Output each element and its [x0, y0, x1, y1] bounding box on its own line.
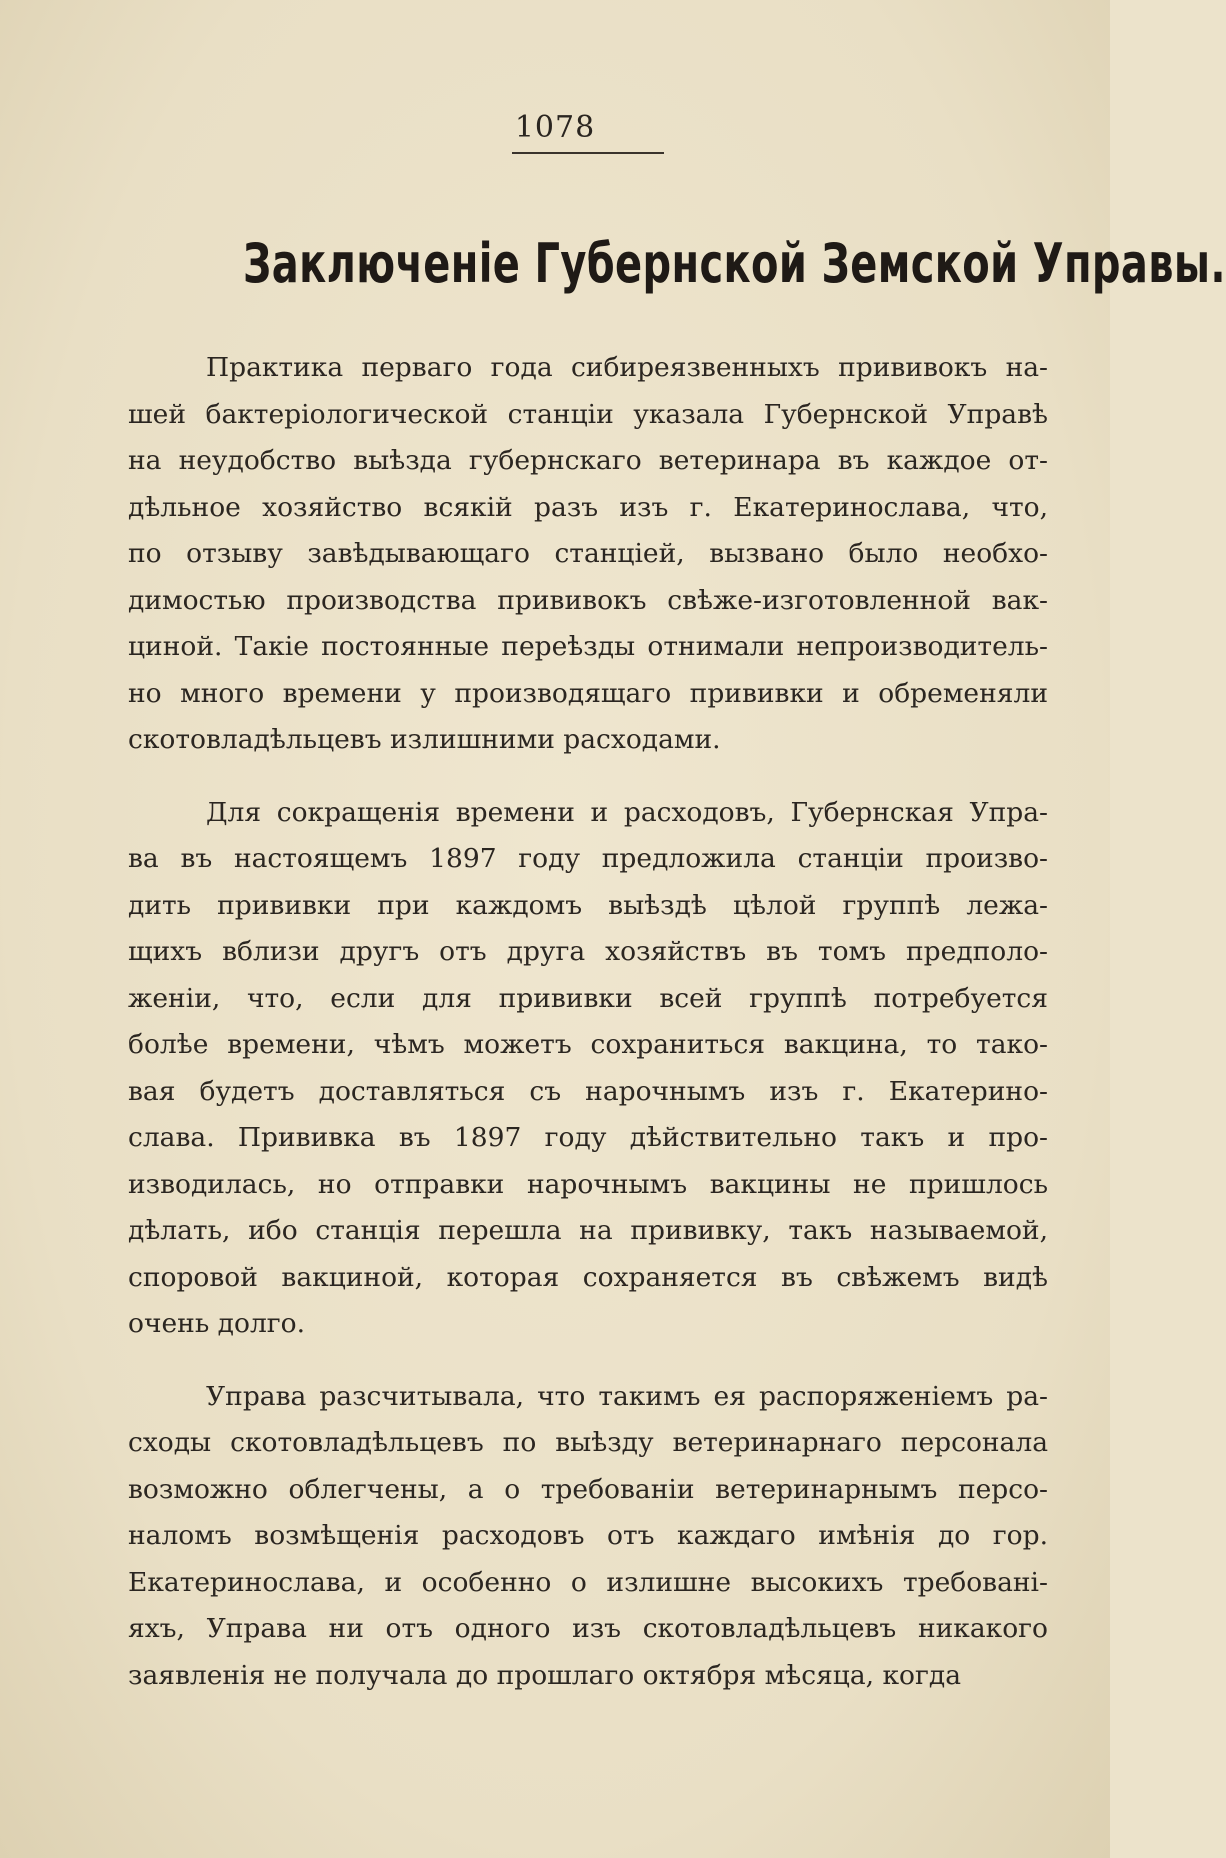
- text-line: Для сокращенiя времени и расходовъ, Губернская Упра-: [206, 796, 1048, 828]
- text-line: Управа разсчитывала, что такимъ ея распоряженiемъ ра-: [206, 1380, 1048, 1412]
- text-line: болѣе времени, чѣмъ можетъ сохраниться вакцина, то тако-: [128, 1029, 1048, 1060]
- text-line: ва въ настоящемъ 1897 году предложила станцiи произво-: [128, 843, 1048, 874]
- text-line: димостью производства прививокъ свѣже-изготовленной вак-: [128, 584, 1048, 616]
- paragraph: [128, 345, 1048, 764]
- text-line: дѣльное хозяйство всякiй разъ изъ г. Екатеринослава, что,: [128, 491, 1048, 523]
- section-title: Заключенiе Губернской Земской Управы.: [243, 232, 1226, 295]
- text-line: наломъ возмѣщенiя расходовъ отъ каждаго имѣнiя до гор.: [128, 1520, 1048, 1551]
- text-line: вая будетъ доставляться съ нарочнымъ изъ г. Екатерино-: [128, 1075, 1048, 1107]
- text-line: щихъ вблизи другъ отъ друга хозяйствъ въ томъ предполо-: [128, 936, 1048, 967]
- text-line: яхъ, Управа ни отъ одного изъ скотовладѣльцевъ никакого: [128, 1613, 1048, 1644]
- text-line: Практика перваго года сибиреязвенныхъ прививокъ на-: [206, 352, 1048, 383]
- text-line: Екатеринослава, и особенно о излишне высокихъ требованi-: [128, 1566, 1048, 1598]
- text-line: слава. Прививка въ 1897 году дѣйствительно такъ и про-: [128, 1122, 1048, 1153]
- text-line: на неудобство выѣзда губернскаго ветеринара въ каждое от-: [128, 445, 1048, 476]
- text-line: дѣлать, ибо станцiя перешла на прививку, такъ называемой,: [128, 1215, 1048, 1246]
- text-line: споровой вакциной, которая сохраняется въ свѣжемъ видѣ: [128, 1261, 1048, 1293]
- paragraph: [128, 1374, 1048, 1700]
- page-number: 1078: [514, 110, 596, 145]
- text-line: дить прививки при каждомъ выѣздѣ цѣлой группѣ лежа-: [128, 889, 1048, 921]
- text-line: по отзыву завѣдывающаго станцiей, вызвано было необхо-: [128, 538, 1048, 569]
- text-line: женiи, что, если для прививки всей группѣ потребуется: [128, 982, 1048, 1014]
- text-line: циной. Такiе постоянные переѣзды отнимали непроизводитель-: [128, 631, 1048, 662]
- text-line: скотовладѣльцевъ излишними расходами.: [128, 724, 721, 755]
- paragraph: [128, 790, 1048, 1348]
- text-line: но много времени у производящаго прививки и обременяли: [128, 677, 1048, 709]
- text-line: изводилась, но отправки нарочнымъ вакцины не пришлось: [128, 1168, 1048, 1200]
- text-line: заявленiя не получала до прошлаго октября мѣсяца, когда: [128, 1659, 961, 1691]
- text-line: сходы скотовладѣльцевъ по выѣзду ветеринарнаго персонала: [128, 1427, 1048, 1458]
- page-number-rule: [512, 152, 664, 154]
- text-line: очень долго.: [128, 1308, 306, 1339]
- body-text: [128, 345, 1048, 1725]
- text-line: шей бактерiологической станцiи указала Губернской Управѣ: [128, 398, 1048, 430]
- text-line: возможно облегчены, а о требованiи ветеринарнымъ персо-: [128, 1473, 1048, 1505]
